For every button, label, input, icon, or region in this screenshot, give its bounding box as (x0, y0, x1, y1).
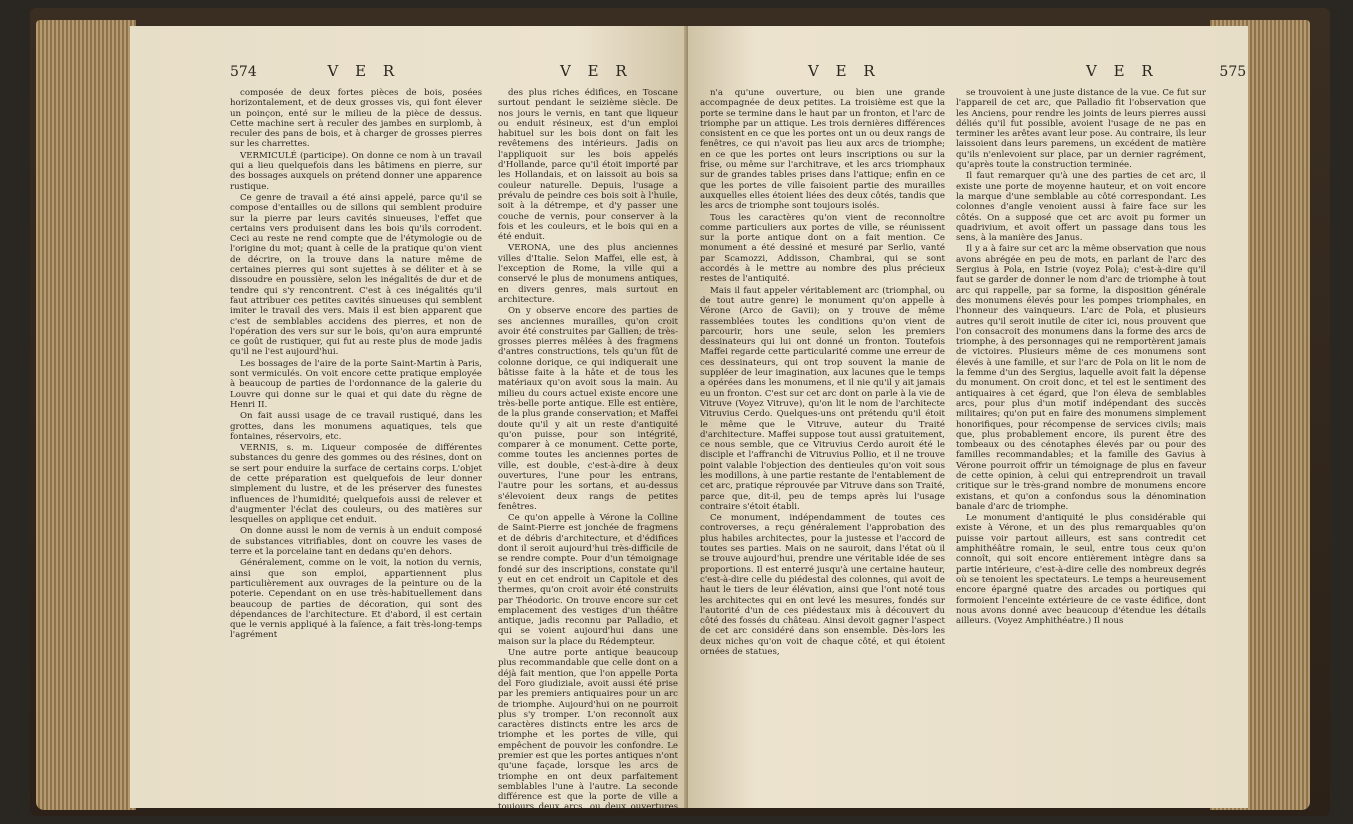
paragraph: Généralement, comme on le voit, la notion du vernis, ainsi que son emploi, appartiennent plus particulièrement aux ouvrages de la peinture ou de la poterie. Cependant on en use très-habituellement dans beaucoup de parties de décoration, qui sont des dépendances de l'architecture. Et d'abord, il est certain que le vernis appliqué à la faïence, a fait très-long-temps l'agrément (230, 558, 482, 641)
paragraph: se trouvoient à une juste distance de la vue. Ce fut sur l'appareil de cet arc, que Palladio fit l'observation que les Anciens, pour rendre les joints de leurs pierres aussi déliés qu'il fut possible, avoient l'usage de ne pas en terminer les arêtes avant leur pose. Au contraire, ils leur laissoient dans leurs paremens, un excédent de matière qu'ils n'enlevoient sur place, par un dernier ragrément, qu'après toute la construction terminée. (956, 88, 1206, 171)
left-page (130, 26, 690, 823)
right-page (688, 26, 1248, 808)
running-head: V E R (327, 62, 401, 80)
paragraph: des plus riches édifices, en Toscane surtout pendant le seizième siècle. De nos jours le vernis, en tant que liqueur ou enduit résineux, est d'un emploi habituel sur les bois dont on fait les revêtemens des intérieurs. Jadis on l'appliquoit sur les bois appelés d'Hollande, parce qu'il étoit importé par les Hollandais, et on laissoit au bois sa couleur naturelle. Depuis, l'usage a prévalu de peindre ces bois soit à l'huile, soit à la détrempe, et d'y passer une couche de vernis, pour conserver à la fois et les couleurs, et le bois qui en a été enduit. (498, 88, 678, 243)
paragraph: n'a qu'une ouverture, ou bien une grande accompagnée de deux petites. La troisième est que la porte se termine dans le haut par un fronton, et l'arc de triomphe par un attique. Les trois dernières différences consistent en ce que les portes ont un ou deux rangs de fenêtres, ce qui n'avoit pas lieu aux arcs de triomphe; en ce que les portes ont leurs inscriptions ou sur la frise, ou même sur l'architrave, et les arcs triomphaux sur de grandes tables prises dans l'attique; enfin en ce que les portes de ville faisoient partie des murailles auxquelles elles étoient liées des deux côtés, tandis que les arcs de triomphe sont toujours isolés. (700, 88, 945, 212)
left-page-header (230, 62, 400, 80)
paragraph: Ce genre de travail a été ainsi appelé, parce qu'il se compose d'entailles ou de sillons qui semblent produire sur la pierre par leurs cavités sinueuses, l'effet que certains vers produisent dans les bois qu'ils corrodent. Ceci au reste ne rend compte que de l'étymologie ou de l'origine du mot; quant à celle de la pratique qu'on vient de décrire, on la trouve dans la nature même de certaines pierres qui sont sujettes à se déliter et à se dissoudre en poussière, selon les inégalités de dur et de tendre qui s'y rencontrent. C'est à ces inégalités qu'il faut attribuer ces petites cavités sinueuses qui semblent imiter le travail des vers. Mais il est bien apparent que c'est de semblables accidens des pierres, et non de l'opération des vers sur sur le bois, qu'on aura emprunté ce goût de rustiquer, qui fut au reste plus de mode jadis qu'il ne l'est aujourd'hui. (230, 192, 482, 358)
paragraph: Ce qu'on appelle à Vérone la Colline de Saint-Pierre est jonchée de fragmens et de débris d'architecture, et d'édifices dont il seroit aujourd'hui très-difficile de se rendre compte. Pour d'un témoignage fondé sur des inscriptions, constate qu'il y eut en cet endroit un Capitole et des thermes, qu'on croit avoir été construits par Théodoric. On trouve encore sur cet emplacement des vestiges d'un théâtre antique, jadis reconnu par Palladio, et qui se voient aujourd'hui dans une maison sur la place du Rédempteur. (498, 513, 678, 647)
right-column-1 (700, 88, 945, 800)
paragraph: Tous les caractères qu'on vient de reconnoître comme particuliers aux portes de ville, se réunissent sur la porte antique dont on a fait mention. Ce monument a été dessiné et mesuré par Serlio, vanté par Scamozzi, Addisson, Chambrai, qui se sont accordés à le mettre au nombre des plus précieux restes de l'antiquité. (700, 212, 945, 285)
paragraph: composée de deux fortes pièces de bois, posées horizontalement, et de deux grosses vis, qui font élever un poinçon, enté sur le milieu de la pièce de dessus. Cette machine sert à reculer des jambes en surplomb, à reculer des pans de bois, et à charger de grosses pierres sur les charrettes. (230, 88, 482, 150)
paragraph: Une autre porte antique beaucoup plus recommandable que celle dont on a déjà fait mention, que l'on appelle Porta del Foro giudiziale, avoit aussi été prise par les premiers antiquaires pour un arc de triomphe. Aujourd'hui on ne pourroit plus s'y tromper. L'on reconnoît aux caractères distincts entre les arcs de triomphe et les portes de ville, qui empêchent de pouvoir les confondre. Le premier est que les portes antiques n'ont qu'une façade, lorsque les arcs de triomphe en ont deux parfaitement semblables l'une à l'autre. La seconde différence est que la porte de ville a toujours deux arcs, ou deux ouvertures égales, tandis que l'arc de triomphe ou (498, 648, 678, 823)
paragraph: Le monument d'antiquité le plus considérable qui existe à Vérone, et un des plus remarquables qu'on puisse voir partout ailleurs, est sans contredit cet amphithéâtre romain, le seul, entre tous ceux qu'on connoît, qui soit encore entièrement intègre dans sa partie intérieure, c'est-à-dire celle des nombreux degrés où se tenoient les spectateurs. Le temps a heureusement encore épargné quatre des arcades ou portiques qui formoient l'enceinte extérieure de ce vaste édifice, dont nous avons donné avec beaucoup d'étendue les détails ailleurs. (Voyez Amphithéatre.) Il nous (956, 513, 1206, 627)
page-number: 575 (1219, 64, 1247, 80)
right-column-2 (956, 88, 1206, 800)
paragraph: On fait aussi usage de ce travail rustiqué, dans les grottes, dans les monumens aquatiques, tels que fontaines, réservoirs, etc. (230, 411, 482, 442)
paragraph: Mais il faut appeler véritablement arc (triomphal, ou de tout autre genre) le monument qu'on appelle à Vérone (Arco de Gavii); on y trouve de même rassemblées toutes les conditions qu'on vient de parcourir, hors une seule, selon les premiers dessinateurs qui lui ont donné un fronton. Toutefois Maffei regarde cette particularité comme une erreur de ces dessinateurs, qui ont trop souvent la manie de suppléer de leur imagination, aux lacunes que le temps a opérées dans les monumens, et il nie qu'il y ait jamais eu un fronton. C'est sur cet arc dont on parle à la vie de Vitruve (Voyez Vitruve), qu'on lit le nom de l'architecte Vitruvius Cerdo. Quelques-uns ont prétendu qu'il étoit le même que le Vitruve, auteur du Traité d'architecture. Maffei suppose tout aussi gratuitement, ce nous semble, que ce Vitruvius Cerdo auroit été le disciple et l'affranchi de Vitruvius Pollio, et il ne trouve point valable l'objection des dentieules qu'on voit sous les modillons, à une partie restante de l'entablement de cet arc, pratique réprouvée par Vitruve dans son Traité, parce que, dit-il, peu de temps après lui l'usage contraire s'étoit établi. (700, 285, 945, 512)
paragraph: Il y a à faire sur cet arc la même observation que nous avons abrégée en peu de mots, en parlant de l'arc des Sergius à Pola, en Istrie (voyez Pola); c'est-à-dire qu'il faut se garder de donner le nom d'arc de triomphe à tout arc qui rappelle, par sa forme, la disposition générale des monumens élevés pour les pompes triomphales, en l'honneur des vainqueurs. L'arc de Pola, et plusieurs autres qu'il seroit inutile de citer ici, nous prouvent que l'on consacroit des monumens dans la forme des arcs de triomphe, à des personnages qui ne remportèrent jamais de victoires. Plusieurs même de ces monumens sont élevés à une famille, et sur l'arc de Pola on lit le nom de la femme d'un des Sergius, laquelle avoit fait la dépense du monument. On croit donc, et tel est le sentiment des antiquaires à cet égard, que l'on éleva de semblables arcs, pour plus d'un motif indépendant des succès militaires; qu'on put en faire des monumens simplement honorifiques, pour récompense de services civils; mais que, plus probablement encore, ils purent être des tombeaux ou des cénotaphes élevés par ou pour des familles recommandables; et la famille des Gavius à Vérone pourroit offrir un témoignage de plus en faveur de cette opinion, à celui qui entreprendroit un travail critique sur le très-grand nombre de monumens encore existans, et qu'on a confondus sous la dénomination banale d'arc de triomphe. (956, 244, 1206, 512)
paragraph: VERONA, une des plus anciennes villes d'Italie. Selon Maffei, elle est, à l'exception de Rome, la ville qui a conservé le plus de monumens antiques, en divers genres, mais surtout en architecture. (498, 243, 678, 305)
left-column-2 (498, 88, 678, 823)
paragraph: Les bossages de l'aire de la porte Saint-Martin à Paris, sont vermiculés. On voit encore cette pratique employée à beaucoup de parties de l'ordonnance de la galerie du Louvre qui donne sur le quai et qui date du règne de Henri II. (230, 358, 482, 410)
paragraph: VERNIS, s. m. Liqueur composée de différentes substances du genre des gommes ou des résines, dont on se sert pour enduire la surface de certains corps. L'objet de cette préparation est quelquefois de leur donner simplement du lustre, et de les préserver des funestes influences de l'humidité; quelquefois aussi de relever et d'augmenter l'éclat des couleurs, ou des matières sur lesquelles on applique cet enduit. (230, 443, 482, 526)
paragraph: VERMICULÉ (participe). On donne ce nom à un travail qui a lieu quelquefois dans les bâtimens en pierre, sur des bossages auxquels on prétend donner une apparence rustique. (230, 150, 482, 192)
running-head: V E R (1086, 62, 1159, 80)
paragraph: On y observe encore des parties de ses anciennes murailles, qu'on croit avoir été construites par Gallien; de très-grosses pierres mêlées à des fragmens d'antres constructions, tels qu'un fût de colonne dorique, ce qui indiquerait une bâtisse faite à la hâte et de tous les matériaux qu'on avoit sous la main. Au milieu du cours actuel existe encore une très-belle porte antique. Elle est entière, de la plus grande conservation; et Maffei doute qu'il y ait un reste d'antiquité qu'on puisse, pour son intégrité, comparer à ce monument. Cette porte, comme toutes les anciennes portes de ville, est double, c'est-à-dire à deux ouvertures, l'une pour les entrans, l'autre pour les sortans, et au-dessus s'élevoient deux rangs de petites fenêtres. (498, 306, 678, 512)
running-head-right: V E R (560, 62, 633, 80)
paragraph: Il faut remarquer qu'à une des parties de cet arc, il existe une porte de moyenne hauteur, et on voit encore la marque d'une semblable au côté correspondant. Les colonnes d'angle venoient aussi à faire face sur les côtés. On a supposé que cet arc avoit pu former un quadrivium, et avoit offert un passage dans tous les sens, à la manière des Janus. (956, 171, 1206, 244)
paragraph: On donne aussi le nom de vernis à un enduit composé de substances vitrifiables, dont on couvre les vases de terre et la porcelaine tant en dedans qu'en dehors. (230, 526, 482, 558)
page-number: 574 (230, 64, 257, 80)
paragraph: Ce monument, indépendamment de toutes ces controverses, a reçu généralement l'approbation des plus habiles architectes, pour la justesse et l'accord de toutes ses parties. Mais on ne sauroit, dans l'état où il se trouve aujourd'hui, prendre une véritable idée de ses proportions. Il est enterré jusqu'à une certaine hauteur, c'est-à-dire celle du piédestal des colonnes, qui avoit de haut le tiers de leur élévation, ainsi que l'ont noté tous les architectes qui en ont levé les mesures, fondés sur l'autorité d'un de ces piédestaux mis à découvert du côté des fossés du château. Ainsi devoit gagner l'aspect de cet arc considéré dans son ensemble. Dès-lors les deux niches qu'on voit de chaque côté, et qui étoient ornées de statues, (700, 513, 945, 658)
left-page-edges (36, 20, 136, 810)
left-column-1 (230, 88, 482, 800)
right-page-header (1086, 62, 1246, 80)
running-head-left: V E R (808, 62, 881, 80)
